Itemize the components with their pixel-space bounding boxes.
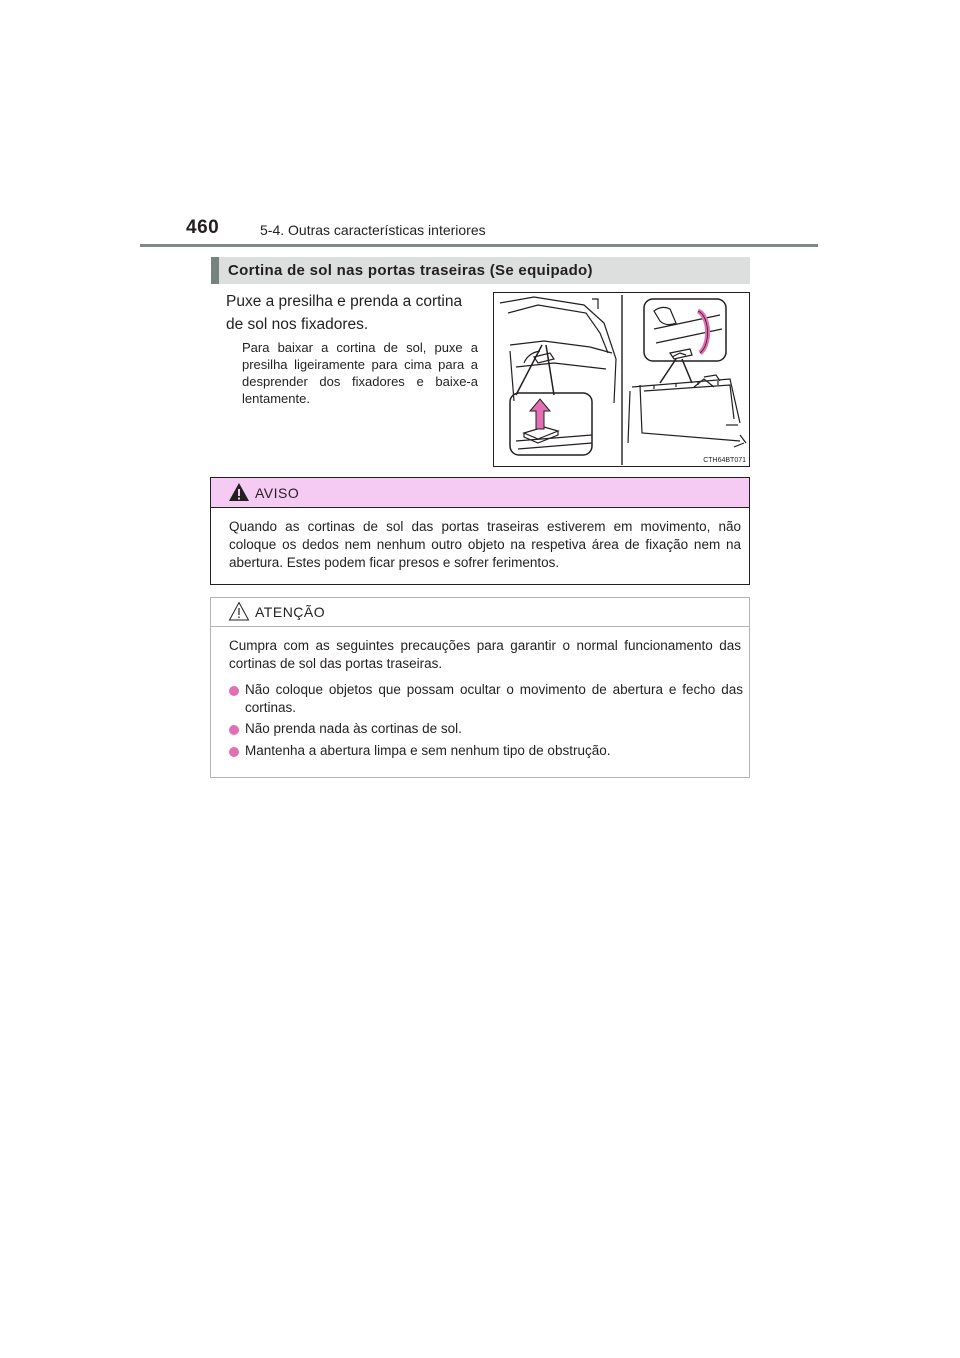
instruction-text: Puxe a presilha e prenda a cortina de sol nos fixadores.	[226, 293, 463, 333]
sunshade-diagram	[494, 293, 749, 466]
warning-triangle-icon	[228, 482, 250, 507]
caution-intro: Cumpra com as seguintes precauções para garantir o normal funcionamento das cortinas de sol das portas traseiras.	[229, 638, 741, 671]
bullet-dot-icon	[229, 747, 239, 757]
caution-triangle-icon	[228, 601, 250, 626]
section-title: Cortina de sol nas portas traseiras (Se equipado)	[228, 262, 593, 279]
caution-box	[210, 597, 750, 778]
warning-box	[210, 477, 750, 585]
section-title-bar	[211, 257, 750, 284]
sunshade-illustration	[493, 292, 750, 467]
caution-item-text: Não coloque objetos que possam ocultar o movimento de abertura e fecho das cortinas.	[245, 682, 743, 715]
warning-header	[211, 478, 749, 508]
instruction-note: Para baixar a cortina de sol, puxe a presilha ligeiramente para cima para a desprender dos fixadores e baixe-a lentamente.	[242, 340, 478, 406]
caution-label: ATENÇÃO	[255, 604, 326, 620]
warning-label: AVISO	[255, 485, 300, 501]
lift-arrow-icon	[530, 399, 550, 429]
bullet-dot-icon	[229, 686, 239, 696]
header-rule	[140, 244, 818, 247]
caution-item-text: Não prenda nada às cortinas de sol.	[245, 721, 462, 736]
caution-item-text: Mantenha a abertura limpa e sem nenhum tipo de obstrução.	[245, 743, 611, 758]
figure-code: CTH64BT071	[703, 457, 746, 464]
warning-text: Quando as cortinas de sol das portas traseiras estiverem em movimento, não coloque os dedos nem nenhum outro objeto na respetiva área de fixação nem na abertura. Estes podem ficar presos e sofrer ferimentos.	[229, 519, 741, 570]
caution-header	[211, 598, 749, 627]
section-header: 5-4. Outras características interiores	[260, 222, 486, 238]
rotate-arrow-icon	[698, 311, 708, 353]
bullet-dot-icon	[229, 725, 239, 735]
section-title-accent	[211, 257, 219, 284]
page-number: 460	[186, 217, 220, 238]
